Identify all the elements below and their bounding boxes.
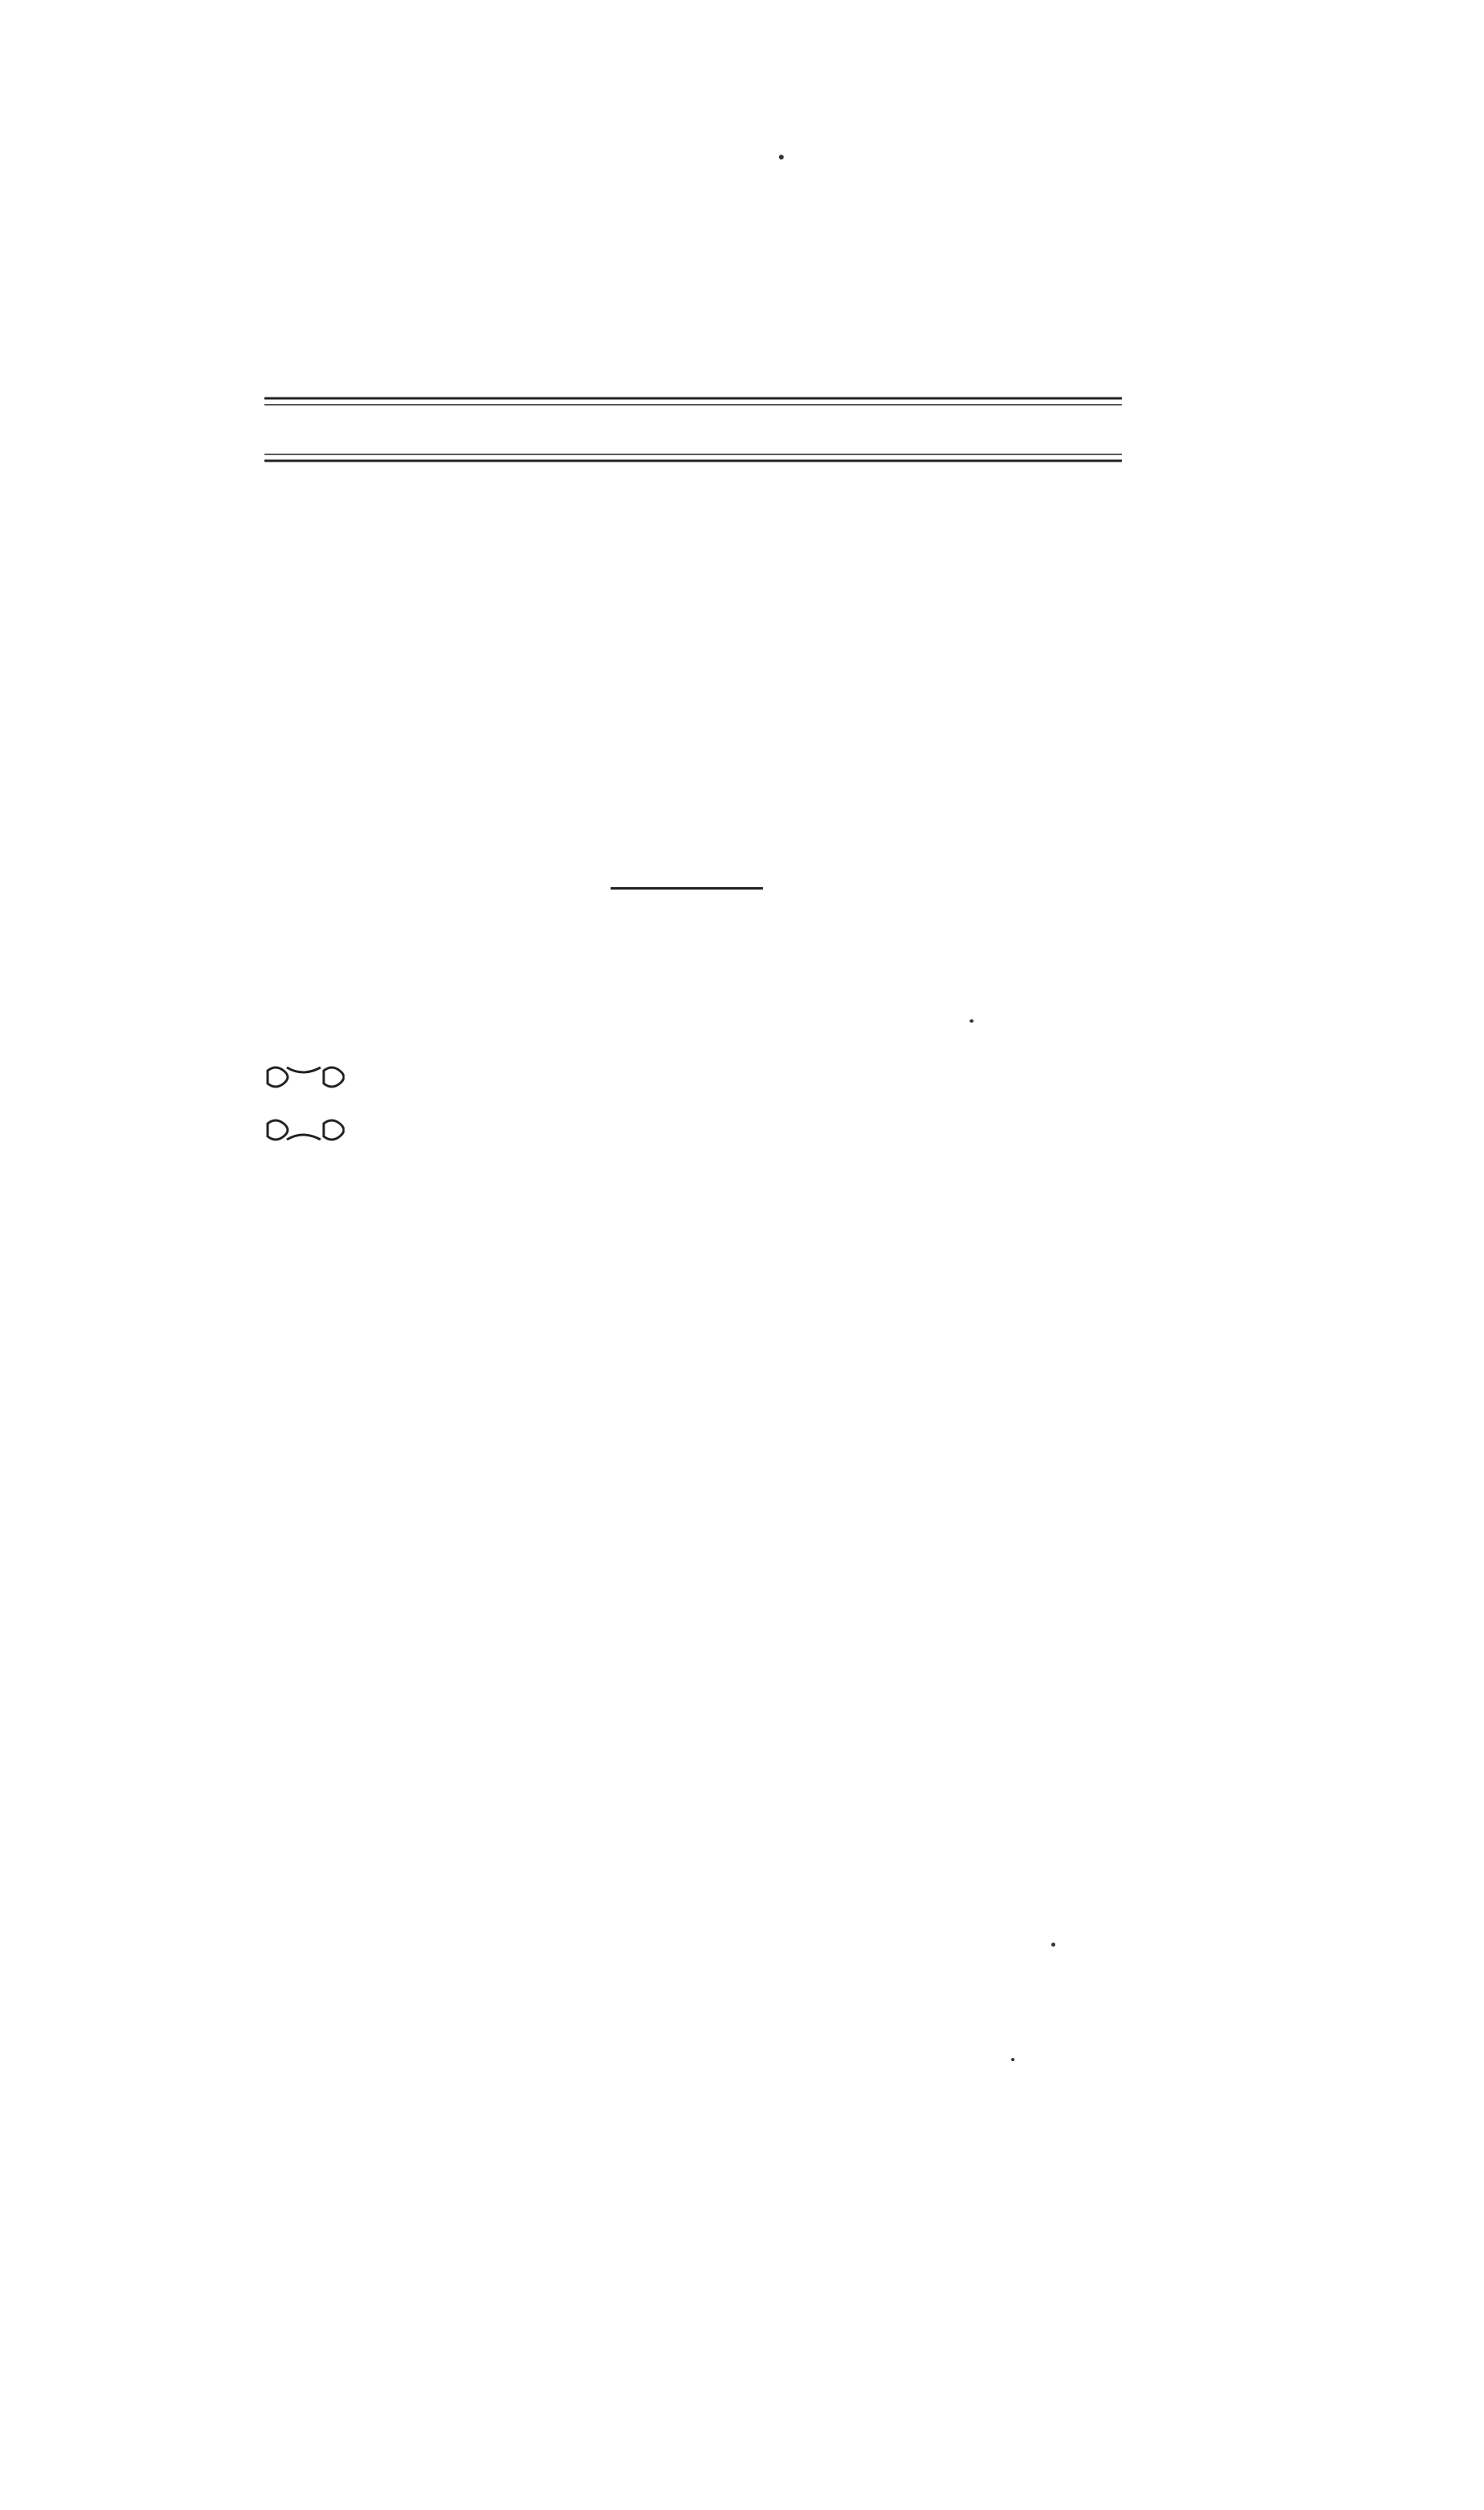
ornament-band bbox=[264, 365, 1122, 493]
drop-cap bbox=[263, 1063, 345, 1144]
drop-cap-ornament-icon bbox=[263, 1063, 345, 1144]
print-speck bbox=[1051, 1943, 1055, 1947]
print-speck bbox=[970, 1019, 974, 1023]
print-speck bbox=[779, 155, 784, 159]
title-divider bbox=[611, 887, 763, 890]
print-speck bbox=[1011, 2058, 1014, 2061]
